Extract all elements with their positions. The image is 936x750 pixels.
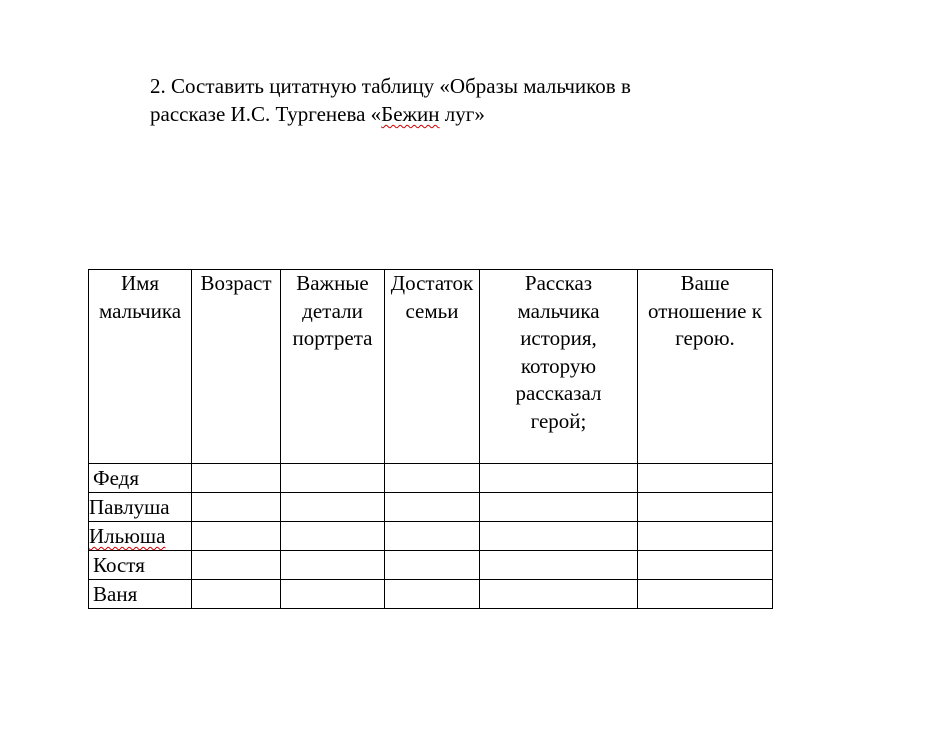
table-cell	[192, 493, 281, 522]
table-row	[89, 493, 773, 522]
table-cell	[480, 493, 638, 522]
table-cell	[638, 580, 773, 609]
table-cell	[480, 522, 638, 551]
table-cell	[638, 464, 773, 493]
table-cell	[480, 580, 638, 609]
table-cell	[385, 551, 480, 580]
table-cell	[480, 464, 638, 493]
table-cell	[480, 551, 638, 580]
table-cell	[281, 580, 385, 609]
table-cell	[192, 580, 281, 609]
boy-name: Павлуша	[89, 493, 192, 522]
task-line-2	[150, 100, 770, 128]
header-attitude: Ваше отношение к герою.	[638, 270, 773, 464]
table-cell	[638, 551, 773, 580]
table-row	[89, 580, 773, 609]
task-heading	[150, 72, 770, 128]
table-cell	[192, 522, 281, 551]
table-cell	[385, 522, 480, 551]
header-portrait: Важные детали портрета	[281, 270, 385, 464]
table-cell	[385, 580, 480, 609]
task-line-2-start: рассказе И.С. Тургенева «	[150, 102, 382, 126]
boy-name	[89, 522, 192, 551]
quote-table	[88, 269, 773, 609]
table-cell	[192, 464, 281, 493]
spellcheck-word: Ильюша	[89, 524, 166, 548]
spellcheck-word: Бежин	[381, 102, 440, 126]
header-story: Рассказ мальчика история, которую рассказал герой;	[480, 270, 638, 464]
header-age: Возраст	[192, 270, 281, 464]
boy-name: Федя	[89, 464, 192, 493]
table-cell	[281, 464, 385, 493]
table-cell	[281, 551, 385, 580]
table-cell	[192, 551, 281, 580]
table-row	[89, 551, 773, 580]
table-row	[89, 522, 773, 551]
header-wealth: Достаток семьи	[385, 270, 480, 464]
boy-name: Ваня	[89, 580, 192, 609]
table-cell	[281, 522, 385, 551]
task-line-1: 2. Составить цитатную таблицу «Образы мальчиков в	[150, 74, 631, 98]
table-row	[89, 464, 773, 493]
table-cell	[281, 493, 385, 522]
table-cell	[385, 464, 480, 493]
table-cell	[638, 522, 773, 551]
header-name: Имя мальчика	[89, 270, 192, 464]
boy-name: Костя	[89, 551, 192, 580]
table-cell	[638, 493, 773, 522]
header-row	[89, 270, 773, 464]
table-cell	[385, 493, 480, 522]
task-line-2-end: луг»	[439, 102, 485, 126]
